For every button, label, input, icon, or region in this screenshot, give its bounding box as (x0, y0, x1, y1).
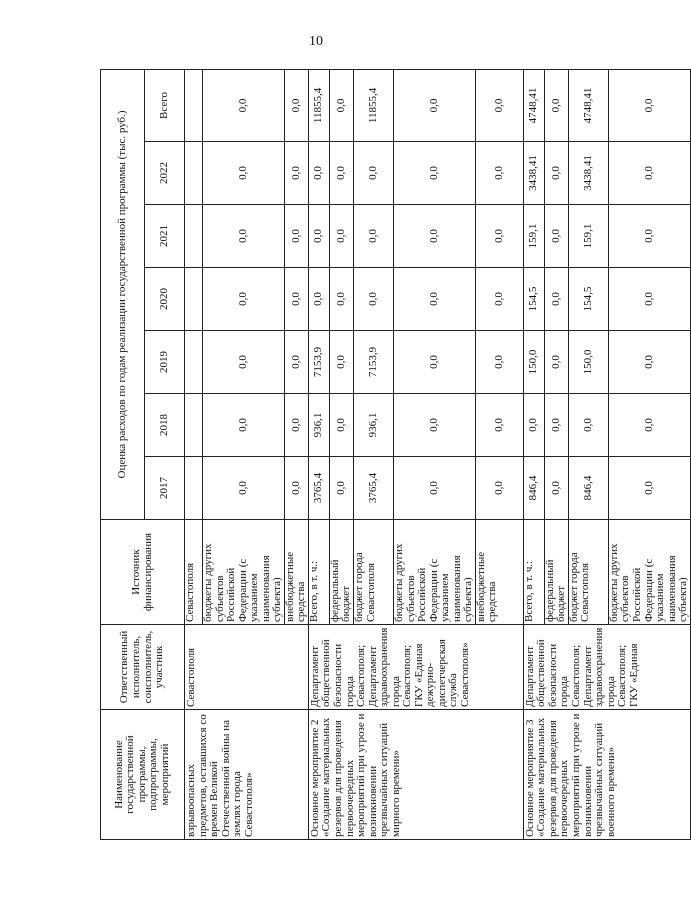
header-year: 2019 (145, 331, 185, 394)
year-value-cell: 0,0 (544, 331, 568, 394)
executor-cell: Департамент общественной безопасности города Севастополя; Департамент здравоохранения города Севастополя; ГКУ «Единая (523, 625, 690, 710)
funding-source-cell: бюджет города Севастополя (568, 520, 608, 625)
header-name: Наименование государственной программы, подпрограммы, мероприятий (101, 710, 185, 840)
year-value-cell: 0,0 (329, 457, 353, 520)
header-estimate: Оценка расходов по годам реализации государственной программы (тыс. руб.) (101, 69, 145, 519)
year-value-cell: 0,0 (329, 268, 353, 331)
year-value-cell: 0,0 (394, 268, 476, 331)
page-number: 10 (309, 34, 323, 49)
year-value-cell: 3438,41 (568, 142, 608, 205)
year-value-cell: 0,0 (284, 394, 308, 457)
total-value-cell: 0,0 (608, 69, 690, 141)
year-value-cell: 0,0 (308, 205, 329, 268)
year-value-cell: 0,0 (544, 268, 568, 331)
header-year: 2018 (145, 394, 185, 457)
total-value-cell: 4748,41 (523, 69, 544, 141)
funding-source-cell: федеральный бюджет (544, 520, 568, 625)
year-value-cell: 154,5 (568, 268, 608, 331)
year-value-cell (185, 205, 203, 268)
year-value-cell: 0,0 (568, 394, 608, 457)
program-name-cell: взрывоопасных предметов, оставшихся со времен Великой Отечественной войны на землях города Севастополя» (185, 710, 309, 840)
year-value-cell: 0,0 (308, 268, 329, 331)
year-value-cell: 0,0 (329, 331, 353, 394)
year-value-cell: 0,0 (394, 394, 476, 457)
year-value-cell: 0,0 (475, 268, 523, 331)
year-value-cell: 0,0 (284, 331, 308, 394)
funding-source-cell: внебюджетные средства (475, 520, 523, 625)
program-name-cell: Основное мероприятие 2 «Создание материальных резервов для проведения первоочередных мероприятий при угрозе и возникновении чрезвычайных ситуаций мирного времени» (308, 710, 523, 840)
year-value-cell: 0,0 (475, 457, 523, 520)
year-value-cell (185, 331, 203, 394)
funding-source-cell: бюджеты других субъектов Российской Федерации (с указанием наименования субъекта) (394, 520, 476, 625)
total-value-cell: 0,0 (475, 69, 523, 141)
year-value-cell (185, 268, 203, 331)
year-value-cell (185, 394, 203, 457)
funding-source-cell: федеральный бюджет (329, 520, 353, 625)
funding-source-cell: внебюджетные средства (284, 520, 308, 625)
table-body (185, 69, 691, 839)
header-source: Источник финансирования (101, 520, 185, 625)
year-value-cell: 936,1 (308, 394, 329, 457)
year-value-cell: 0,0 (329, 205, 353, 268)
year-value-cell: 0,0 (284, 268, 308, 331)
year-value-cell: 3765,4 (354, 457, 394, 520)
header-year: 2020 (145, 268, 185, 331)
funding-source-cell: Севастополя (185, 520, 203, 625)
executor-cell: Департамент общественной безопасности города Севастополя; Департамент здравоохранения города Севастополя; ГКУ «Единая дежурно-диспетчерская служба Севастополя» (308, 625, 523, 710)
year-value-cell: 0,0 (394, 142, 476, 205)
year-value-cell: 0,0 (354, 268, 394, 331)
year-value-cell: 0,0 (284, 205, 308, 268)
year-value-cell: 0,0 (608, 205, 690, 268)
year-value-cell: 159,1 (523, 205, 544, 268)
funding-source-cell: бюджеты других субъектов Российской Федерации (с указанием наименования субъекта) (203, 520, 285, 625)
header-year: 2021 (145, 205, 185, 268)
year-value-cell: 0,0 (203, 268, 285, 331)
year-value-cell: 846,4 (523, 457, 544, 520)
funding-source-cell: бюджет города Севастополя (354, 520, 394, 625)
year-value-cell (185, 142, 203, 205)
total-value-cell: 0,0 (284, 69, 308, 141)
year-value-cell: 0,0 (308, 142, 329, 205)
funding-source-cell: Всего, в т. ч.: (523, 520, 544, 625)
year-value-cell: 0,0 (608, 331, 690, 394)
year-value-cell: 0,0 (203, 457, 285, 520)
year-value-cell: 0,0 (475, 331, 523, 394)
year-value-cell: 0,0 (608, 142, 690, 205)
year-value-cell: 0,0 (475, 394, 523, 457)
year-value-cell: 0,0 (394, 457, 476, 520)
total-value-cell: 0,0 (203, 69, 285, 141)
year-value-cell: 0,0 (203, 205, 285, 268)
year-value-cell: 0,0 (544, 205, 568, 268)
total-value-cell: 0,0 (394, 69, 476, 141)
program-name-cell: Основное мероприятие 3 «Создание материальных резервов для проведения первоочередных мероприятий при угрозе и возникновении чрезвычайных ситуаций военного времени» (523, 710, 690, 840)
year-value-cell: 0,0 (354, 142, 394, 205)
year-value-cell: 159,1 (568, 205, 608, 268)
year-value-cell: 0,0 (544, 457, 568, 520)
total-value-cell: 4748,41 (568, 69, 608, 141)
year-value-cell: 0,0 (203, 394, 285, 457)
total-value-cell: 11855,4 (308, 69, 329, 141)
year-value-cell: 936,1 (354, 394, 394, 457)
header-row (101, 69, 145, 839)
year-value-cell: 0,0 (329, 394, 353, 457)
year-value-cell: 0,0 (394, 205, 476, 268)
year-value-cell: 150,0 (568, 331, 608, 394)
funding-source-cell: бюджеты других субъектов Российской Федерации (с указанием наименования субъекта) (608, 520, 690, 625)
total-value-cell (185, 69, 203, 141)
year-value-cell: 7153,9 (354, 331, 394, 394)
year-value-cell: 0,0 (475, 205, 523, 268)
funding-source-cell: Всего, в т. ч.: (308, 520, 329, 625)
table-row (523, 69, 544, 839)
year-value-cell: 0,0 (608, 457, 690, 520)
budget-table (100, 69, 691, 840)
header-year: 2017 (145, 457, 185, 520)
year-value-cell: 0,0 (354, 205, 394, 268)
year-value-cell: 0,0 (608, 268, 690, 331)
year-value-cell: 0,0 (329, 142, 353, 205)
total-value-cell: 0,0 (329, 69, 353, 141)
year-value-cell: 0,0 (544, 142, 568, 205)
year-value-cell: 7153,9 (308, 331, 329, 394)
year-value-cell: 0,0 (544, 394, 568, 457)
year-value-cell: 0,0 (475, 142, 523, 205)
header-year: 2022 (145, 142, 185, 205)
table-row (308, 69, 329, 839)
year-value-cell: 0,0 (203, 142, 285, 205)
year-value-cell: 0,0 (203, 331, 285, 394)
year-value-cell (185, 457, 203, 520)
header-executor: Ответственный исполнитель, соисполнитель, участник (101, 625, 185, 710)
year-value-cell: 0,0 (523, 394, 544, 457)
rotated-table-container (100, 70, 690, 840)
year-value-cell: 0,0 (608, 394, 690, 457)
year-value-cell: 846,4 (568, 457, 608, 520)
header-total: Всего (145, 69, 185, 141)
year-value-cell: 0,0 (394, 331, 476, 394)
executor-cell: Севастополя (185, 625, 309, 710)
year-value-cell: 3765,4 (308, 457, 329, 520)
total-value-cell: 11855,4 (354, 69, 394, 141)
year-value-cell: 154,5 (523, 268, 544, 331)
year-value-cell: 0,0 (284, 142, 308, 205)
year-value-cell: 3438,41 (523, 142, 544, 205)
table-row (185, 69, 203, 839)
year-value-cell: 150,0 (523, 331, 544, 394)
total-value-cell: 0,0 (544, 69, 568, 141)
year-value-cell: 0,0 (284, 457, 308, 520)
